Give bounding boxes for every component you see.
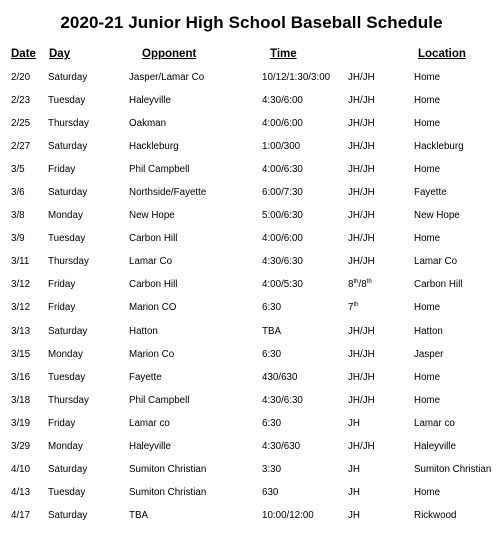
cell-location: Home bbox=[414, 95, 441, 107]
cell-location: Home bbox=[414, 486, 441, 498]
cell-location: Home bbox=[414, 394, 441, 406]
table-row bbox=[0, 93, 503, 116]
cell-time: 6:00/7:30 bbox=[262, 187, 303, 199]
table-row bbox=[0, 254, 503, 277]
cell-level: 7th bbox=[348, 302, 359, 314]
cell-date: 3/18 bbox=[11, 394, 31, 406]
cell-date: 2/25 bbox=[11, 118, 31, 130]
cell-level: JH/JH bbox=[348, 256, 375, 268]
cell-level: JH bbox=[348, 417, 360, 429]
cell-day: Thursday bbox=[48, 256, 89, 268]
cell-location: Fayette bbox=[414, 187, 447, 199]
cell-time: TBA bbox=[262, 325, 282, 337]
cell-time: 4:00/6:00 bbox=[262, 118, 303, 130]
cell-date: 3/19 bbox=[11, 417, 31, 429]
cell-opponent: Northside/Fayette bbox=[129, 187, 207, 199]
header-day: Day bbox=[49, 48, 71, 60]
cell-opponent: Marion CO bbox=[129, 302, 177, 314]
cell-opponent: Jasper/Lamar Co bbox=[129, 72, 205, 83]
table-row bbox=[0, 462, 503, 485]
cell-level: JH/JH bbox=[348, 95, 375, 107]
cell-opponent: Fayette bbox=[129, 371, 162, 383]
schedule-table bbox=[0, 70, 503, 531]
cell-day: Tuesday bbox=[48, 371, 86, 383]
cell-level: JH/JH bbox=[348, 371, 375, 383]
cell-day: Friday bbox=[48, 417, 76, 429]
cell-date: 4/17 bbox=[11, 509, 31, 521]
cell-opponent: Lamar co bbox=[129, 417, 170, 429]
cell-day: Saturday bbox=[48, 325, 88, 337]
cell-opponent: Haleyville bbox=[129, 440, 171, 452]
cell-location: Jasper bbox=[414, 348, 444, 360]
cell-date: 3/15 bbox=[11, 348, 31, 360]
cell-time: 10:00/12:00 bbox=[262, 509, 314, 521]
cell-opponent: Phil Campbell bbox=[129, 394, 190, 406]
cell-day: Tuesday bbox=[48, 95, 86, 107]
cell-day: Thursday bbox=[48, 394, 89, 406]
cell-date: 2/20 bbox=[11, 72, 31, 83]
cell-time: 4:30/6:30 bbox=[262, 256, 303, 268]
cell-location: Hackleburg bbox=[414, 141, 464, 153]
cell-day: Saturday bbox=[48, 187, 88, 199]
table-row bbox=[0, 116, 503, 139]
header-location: Location bbox=[418, 48, 466, 60]
cell-time: 4:00/6:30 bbox=[262, 164, 303, 176]
ordinal-suffix: th bbox=[366, 279, 372, 286]
table-row bbox=[0, 185, 503, 208]
cell-opponent: Sumiton Christian bbox=[129, 463, 207, 475]
cell-day: Monday bbox=[48, 440, 83, 452]
cell-opponent: Carbon Hill bbox=[129, 233, 178, 245]
cell-level: JH/JH bbox=[348, 394, 375, 406]
cell-time: 10/12/1:30/3:00 bbox=[262, 72, 331, 83]
table-row bbox=[0, 300, 503, 323]
cell-level: JH/JH bbox=[348, 210, 375, 222]
cell-date: 3/11 bbox=[11, 256, 30, 268]
table-row bbox=[0, 416, 503, 439]
table-row bbox=[0, 70, 503, 93]
cell-day: Saturday bbox=[48, 141, 88, 153]
cell-time: 630 bbox=[262, 486, 279, 498]
cell-time: 3:30 bbox=[262, 463, 282, 475]
cell-location: Carbon Hill bbox=[414, 279, 463, 291]
table-row bbox=[0, 347, 503, 370]
cell-location: Home bbox=[414, 371, 441, 383]
cell-day: Thursday bbox=[48, 118, 89, 130]
table-row bbox=[0, 485, 503, 508]
table-row bbox=[0, 139, 503, 162]
ordinal-suffix: th bbox=[353, 302, 359, 309]
cell-location: Haleyville bbox=[414, 440, 456, 452]
cell-location: Sumiton Christian bbox=[414, 463, 492, 475]
cell-location: Home bbox=[414, 72, 441, 83]
table-row bbox=[0, 508, 503, 531]
cell-time: 6:30 bbox=[262, 417, 282, 429]
cell-opponent: Marion Co bbox=[129, 348, 175, 360]
table-row bbox=[0, 162, 503, 185]
header-time: Time bbox=[270, 48, 297, 60]
cell-location: Home bbox=[414, 302, 441, 314]
cell-date: 3/16 bbox=[11, 371, 31, 383]
cell-day: Monday bbox=[48, 348, 83, 360]
cell-opponent: Sumiton Christian bbox=[129, 486, 207, 498]
cell-level: JH/JH bbox=[348, 118, 375, 130]
cell-opponent: Hatton bbox=[129, 325, 158, 337]
cell-day: Friday bbox=[48, 279, 76, 291]
cell-opponent: Oakman bbox=[129, 118, 167, 130]
cell-time: 6:30 bbox=[262, 348, 282, 360]
table-row bbox=[0, 231, 503, 254]
cell-date: 3/9 bbox=[11, 233, 25, 245]
cell-level: JH bbox=[348, 463, 360, 475]
cell-level: JH/JH bbox=[348, 187, 375, 199]
cell-opponent: Phil Campbell bbox=[129, 164, 190, 176]
cell-date: 3/5 bbox=[11, 164, 25, 176]
cell-date: 3/6 bbox=[11, 187, 25, 199]
cell-level: 8th/8th bbox=[348, 279, 372, 291]
cell-date: 2/23 bbox=[11, 95, 31, 107]
cell-time: 1:00/300 bbox=[262, 141, 301, 153]
cell-time: 4:30/6:30 bbox=[262, 394, 303, 406]
cell-date: 4/13 bbox=[11, 486, 31, 498]
cell-day: Saturday bbox=[48, 509, 88, 521]
ordinal-suffix: th bbox=[353, 279, 359, 286]
cell-day: Friday bbox=[48, 302, 76, 314]
cell-level: JH/JH bbox=[348, 348, 375, 360]
column-header-row bbox=[0, 48, 503, 64]
cell-opponent: TBA bbox=[129, 509, 149, 521]
table-row bbox=[0, 277, 503, 300]
table-row bbox=[0, 370, 503, 393]
cell-date: 4/10 bbox=[11, 463, 31, 475]
cell-time: 4:30/630 bbox=[262, 440, 301, 452]
cell-date: 3/29 bbox=[11, 440, 31, 452]
cell-level: JH/JH bbox=[348, 141, 375, 153]
cell-time: 5:00/6:30 bbox=[262, 210, 303, 222]
cell-time: 4:00/5:30 bbox=[262, 279, 303, 291]
cell-level: JH/JH bbox=[348, 440, 375, 452]
cell-opponent: Hackleburg bbox=[129, 141, 179, 153]
page-title: 2020-21 Junior High School Baseball Schedule bbox=[60, 13, 443, 32]
header-opponent: Opponent bbox=[142, 48, 197, 60]
table-row bbox=[0, 439, 503, 462]
cell-level: JH/JH bbox=[348, 325, 375, 337]
cell-day: Monday bbox=[48, 210, 83, 222]
cell-opponent: Carbon Hill bbox=[129, 279, 178, 291]
cell-location: Home bbox=[414, 164, 441, 176]
cell-date: 3/12 bbox=[11, 302, 31, 314]
cell-date: 3/12 bbox=[11, 279, 31, 291]
cell-time: 430/630 bbox=[262, 371, 298, 383]
cell-date: 3/8 bbox=[11, 210, 25, 222]
cell-level: JH bbox=[348, 509, 360, 521]
cell-time: 4:30/6:00 bbox=[262, 95, 303, 107]
cell-location: Home bbox=[414, 233, 441, 245]
cell-day: Tuesday bbox=[48, 486, 86, 498]
cell-date: 3/13 bbox=[11, 325, 31, 337]
cell-level: JH/JH bbox=[348, 233, 375, 245]
cell-date: 2/27 bbox=[11, 141, 31, 153]
cell-day: Friday bbox=[48, 164, 76, 176]
cell-location: Lamar Co bbox=[414, 256, 458, 268]
cell-time: 4:00/6:00 bbox=[262, 233, 303, 245]
cell-level: JH bbox=[348, 486, 360, 498]
table-row bbox=[0, 393, 503, 416]
cell-location: Hatton bbox=[414, 325, 443, 337]
cell-day: Tuesday bbox=[48, 233, 86, 245]
cell-opponent: Haleyville bbox=[129, 95, 171, 107]
cell-location: Rickwood bbox=[414, 509, 457, 521]
cell-level: JH/JH bbox=[348, 72, 375, 83]
cell-time: 6:30 bbox=[262, 302, 282, 314]
cell-opponent: Lamar Co bbox=[129, 256, 173, 268]
table-row bbox=[0, 324, 503, 347]
cell-level: JH/JH bbox=[348, 164, 375, 176]
cell-location: Home bbox=[414, 118, 441, 130]
cell-location: New Hope bbox=[414, 210, 460, 222]
table-row bbox=[0, 208, 503, 231]
cell-day: Saturday bbox=[48, 72, 88, 83]
cell-location: Lamar co bbox=[414, 417, 455, 429]
cell-day: Saturday bbox=[48, 463, 88, 475]
cell-opponent: New Hope bbox=[129, 210, 175, 222]
header-date: Date bbox=[11, 48, 36, 60]
